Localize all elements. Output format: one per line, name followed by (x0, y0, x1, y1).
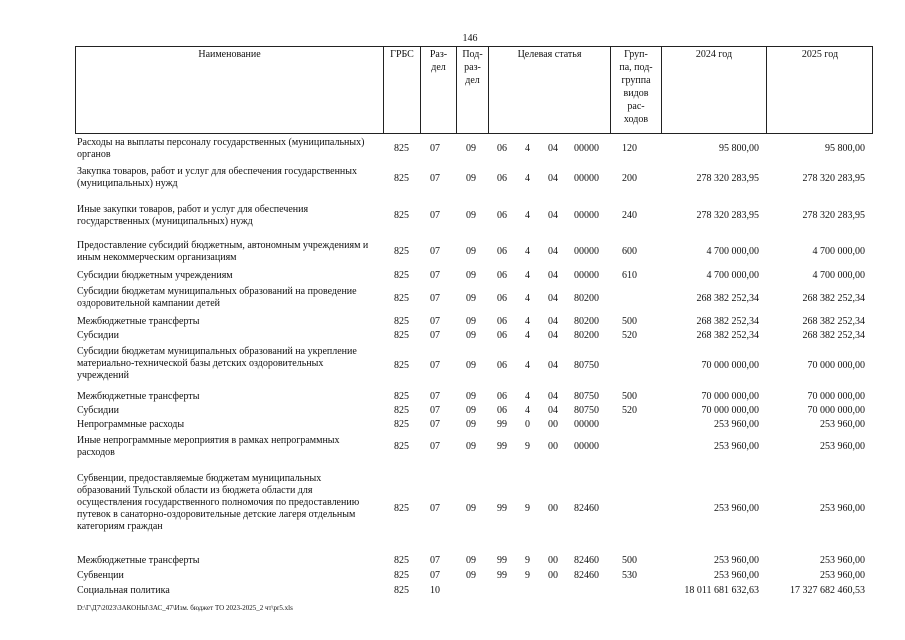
cell-razd: 07 (430, 143, 440, 154)
row-name: Субсидии (77, 330, 119, 341)
row-name: Предоставление субсидий бюджетным, автономным учреждениям и иным некоммерческим организациям (77, 240, 369, 263)
cell-cs4: 80200 (574, 316, 599, 327)
cell-razd: 07 (430, 555, 440, 566)
cell-y1: 253 960,00 (714, 555, 759, 566)
cell-razd: 07 (430, 419, 440, 430)
row-name: Субсидии бюджетным учреждениям (77, 270, 233, 281)
cell-razd: 07 (430, 210, 440, 221)
cell-y1: 268 382 252,34 (696, 330, 759, 341)
cell-grp: 200 (622, 173, 637, 184)
cell-razd: 07 (430, 270, 440, 281)
row-name: Иные непрограммные мероприятия в рамках непрограммных расходов (77, 435, 340, 458)
cell-y1: 278 320 283,95 (696, 173, 759, 184)
cell-cs1: 99 (497, 419, 507, 430)
cell-y2: 17 327 682 460,53 (790, 585, 865, 596)
cell-cs1: 06 (497, 391, 507, 402)
cell-razd: 07 (430, 503, 440, 514)
cell-y1: 253 960,00 (714, 570, 759, 581)
cell-cs4: 00000 (574, 441, 599, 452)
cell-grp: 500 (622, 391, 637, 402)
cell-razd: 07 (430, 360, 440, 371)
cell-cs1: 06 (497, 143, 507, 154)
header-podrazdel: Под- раз- дел (456, 46, 488, 134)
cell-razd: 07 (430, 570, 440, 581)
cell-cs3: 00 (548, 441, 558, 452)
cell-grbs: 825 (394, 585, 409, 596)
cell-y2: 70 000 000,00 (807, 360, 865, 371)
row-name: Социальная политика (77, 585, 170, 596)
cell-cs3: 04 (548, 360, 558, 371)
cell-grbs: 825 (394, 419, 409, 430)
cell-cs1: 99 (497, 441, 507, 452)
cell-podr: 09 (466, 360, 476, 371)
cell-podr: 09 (466, 293, 476, 304)
header-razdel: Раз- дел (420, 46, 456, 134)
cell-cs3: 04 (548, 405, 558, 416)
cell-cs4: 82460 (574, 570, 599, 581)
cell-podr: 09 (466, 173, 476, 184)
row-name: Субсидии бюджетам муниципальных образований на проведение оздоровительной кампании детей (77, 286, 357, 309)
cell-y1: 268 382 252,34 (696, 293, 759, 304)
cell-y2: 278 320 283,95 (802, 210, 865, 221)
cell-y2: 95 800,00 (825, 143, 865, 154)
cell-y2: 278 320 283,95 (802, 173, 865, 184)
cell-razd: 07 (430, 391, 440, 402)
row-name: Расходы на выплаты персоналу государственных (муниципальных) органов (77, 137, 365, 160)
cell-grbs: 825 (394, 316, 409, 327)
cell-cs2: 4 (525, 270, 530, 281)
header-year-2024: 2024 год (661, 46, 766, 134)
cell-y2: 268 382 252,34 (802, 316, 865, 327)
cell-y1: 253 960,00 (714, 503, 759, 514)
cell-podr: 09 (466, 143, 476, 154)
cell-razd: 10 (430, 585, 440, 596)
cell-cs3: 04 (548, 330, 558, 341)
cell-cs4: 00000 (574, 210, 599, 221)
cell-razd: 07 (430, 173, 440, 184)
row-name: Закупка товаров, работ и услуг для обеспечения государственных (муниципальных) нужд (77, 166, 358, 189)
cell-y2: 253 960,00 (820, 555, 865, 566)
cell-y2: 70 000 000,00 (807, 405, 865, 416)
cell-grbs: 825 (394, 330, 409, 341)
cell-grbs: 825 (394, 143, 409, 154)
cell-podr: 09 (466, 210, 476, 221)
cell-y1: 95 800,00 (719, 143, 759, 154)
row-name: Субвенции (77, 570, 124, 581)
cell-cs3: 04 (548, 293, 558, 304)
cell-cs4: 00000 (574, 143, 599, 154)
cell-grbs: 825 (394, 555, 409, 566)
cell-razd: 07 (430, 405, 440, 416)
cell-y1: 70 000 000,00 (701, 360, 759, 371)
cell-podr: 09 (466, 330, 476, 341)
cell-y1: 18 011 681 632,63 (684, 585, 759, 596)
cell-y1: 4 700 000,00 (706, 270, 759, 281)
cell-cs3: 04 (548, 173, 558, 184)
cell-grp: 600 (622, 246, 637, 257)
cell-cs2: 4 (525, 246, 530, 257)
cell-y2: 253 960,00 (820, 441, 865, 452)
cell-cs3: 00 (548, 570, 558, 581)
cell-podr: 09 (466, 441, 476, 452)
cell-cs2: 4 (525, 330, 530, 341)
cell-razd: 07 (430, 293, 440, 304)
cell-y1: 70 000 000,00 (701, 405, 759, 416)
cell-cs3: 04 (548, 316, 558, 327)
row-name: Субвенции, предоставляемые бюджетам муниципальных образований Тульской области из бюджета области для осуществления государственного полномочия по предоставлению путевок в санаторно-оздоровительные детские лагеря отдельным категориям граждан (77, 473, 360, 532)
cell-cs1: 06 (497, 210, 507, 221)
cell-podr: 09 (466, 391, 476, 402)
cell-cs3: 04 (548, 143, 558, 154)
cell-cs4: 80750 (574, 391, 599, 402)
cell-razd: 07 (430, 330, 440, 341)
cell-podr: 09 (466, 270, 476, 281)
cell-cs1: 06 (497, 270, 507, 281)
cell-cs1: 06 (497, 405, 507, 416)
cell-cs1: 99 (497, 555, 507, 566)
cell-podr: 09 (466, 246, 476, 257)
row-name: Субсидии бюджетам муниципальных образований на укрепление материально-технической базы детских оздоровительных учреждений (77, 346, 357, 381)
cell-cs3: 00 (548, 419, 558, 430)
cell-y1: 278 320 283,95 (696, 210, 759, 221)
row-name: Иные закупки товаров, работ и услуг для обеспечения государственных (муниципальных) нужд (77, 204, 309, 227)
cell-podr: 09 (466, 570, 476, 581)
row-name: Непрограммные расходы (77, 419, 185, 430)
cell-cs2: 4 (525, 293, 530, 304)
cell-grbs: 825 (394, 405, 409, 416)
header-target-article: Целевая статья (488, 46, 610, 134)
cell-cs1: 06 (497, 316, 507, 327)
cell-grbs: 825 (394, 441, 409, 452)
cell-cs4: 80750 (574, 360, 599, 371)
cell-cs1: 06 (497, 173, 507, 184)
row-name: Межбюджетные трансферты (77, 555, 200, 566)
cell-cs3: 04 (548, 210, 558, 221)
cell-grp: 500 (622, 555, 637, 566)
cell-cs2: 4 (525, 391, 530, 402)
cell-y2: 253 960,00 (820, 419, 865, 430)
header-grbs: ГРБС (383, 46, 420, 134)
cell-y2: 253 960,00 (820, 570, 865, 581)
cell-grbs: 825 (394, 391, 409, 402)
cell-cs3: 04 (548, 270, 558, 281)
cell-y1: 268 382 252,34 (696, 316, 759, 327)
cell-grbs: 825 (394, 293, 409, 304)
cell-cs1: 06 (497, 246, 507, 257)
cell-cs4: 82460 (574, 555, 599, 566)
cell-cs2: 9 (525, 555, 530, 566)
cell-razd: 07 (430, 316, 440, 327)
cell-podr: 09 (466, 503, 476, 514)
cell-cs1: 99 (497, 503, 507, 514)
page-number: 146 (462, 33, 478, 44)
header-year-2025: 2025 год (766, 46, 873, 134)
cell-cs4: 00000 (574, 246, 599, 257)
cell-cs4: 00000 (574, 419, 599, 430)
cell-grbs: 825 (394, 570, 409, 581)
cell-cs1: 06 (497, 330, 507, 341)
cell-grp: 240 (622, 210, 637, 221)
cell-grbs: 825 (394, 503, 409, 514)
cell-grp: 530 (622, 570, 637, 581)
cell-podr: 09 (466, 419, 476, 430)
footer-file-path: D:\Г\Д7\2023\ЗАКОНЫ\ЗАС_47\Изм. бюджет ТО 2023-2025_2 чт\pr5.xls (77, 604, 293, 612)
cell-y1: 253 960,00 (714, 441, 759, 452)
cell-cs4: 00000 (574, 270, 599, 281)
cell-grp: 520 (622, 405, 637, 416)
cell-grbs: 825 (394, 360, 409, 371)
cell-y2: 253 960,00 (820, 503, 865, 514)
cell-y2: 268 382 252,34 (802, 330, 865, 341)
cell-cs1: 06 (497, 360, 507, 371)
cell-cs3: 00 (548, 555, 558, 566)
row-name: Межбюджетные трансферты (77, 391, 200, 402)
cell-y1: 253 960,00 (714, 419, 759, 430)
cell-cs2: 9 (525, 503, 530, 514)
cell-cs4: 80200 (574, 293, 599, 304)
cell-grbs: 825 (394, 270, 409, 281)
cell-grbs: 825 (394, 210, 409, 221)
cell-cs2: 4 (525, 316, 530, 327)
header-expense-group: Груп- па, под- группа видов рас- ходов (610, 46, 661, 134)
cell-cs2: 4 (525, 405, 530, 416)
cell-y2: 268 382 252,34 (802, 293, 865, 304)
row-name: Субсидии (77, 405, 119, 416)
cell-cs4: 80200 (574, 330, 599, 341)
cell-y1: 70 000 000,00 (701, 391, 759, 402)
cell-cs2: 0 (525, 419, 530, 430)
cell-y2: 4 700 000,00 (812, 270, 865, 281)
cell-razd: 07 (430, 246, 440, 257)
cell-grp: 120 (622, 143, 637, 154)
cell-cs2: 9 (525, 441, 530, 452)
cell-cs4: 80750 (574, 405, 599, 416)
cell-grp: 610 (622, 270, 637, 281)
cell-podr: 09 (466, 316, 476, 327)
cell-cs3: 04 (548, 246, 558, 257)
row-name: Межбюджетные трансферты (77, 316, 200, 327)
cell-podr: 09 (466, 405, 476, 416)
cell-cs2: 4 (525, 210, 530, 221)
cell-cs2: 9 (525, 570, 530, 581)
cell-cs2: 4 (525, 360, 530, 371)
cell-grbs: 825 (394, 173, 409, 184)
cell-podr: 09 (466, 555, 476, 566)
cell-y2: 4 700 000,00 (812, 246, 865, 257)
cell-cs3: 04 (548, 391, 558, 402)
cell-y1: 4 700 000,00 (706, 246, 759, 257)
cell-cs4: 82460 (574, 503, 599, 514)
cell-grbs: 825 (394, 246, 409, 257)
header-name: Наименование (75, 46, 383, 134)
cell-cs4: 00000 (574, 173, 599, 184)
cell-grp: 520 (622, 330, 637, 341)
cell-y2: 70 000 000,00 (807, 391, 865, 402)
cell-razd: 07 (430, 441, 440, 452)
cell-cs2: 4 (525, 173, 530, 184)
cell-cs1: 99 (497, 570, 507, 581)
cell-grp: 500 (622, 316, 637, 327)
cell-cs1: 06 (497, 293, 507, 304)
cell-cs2: 4 (525, 143, 530, 154)
cell-cs3: 00 (548, 503, 558, 514)
